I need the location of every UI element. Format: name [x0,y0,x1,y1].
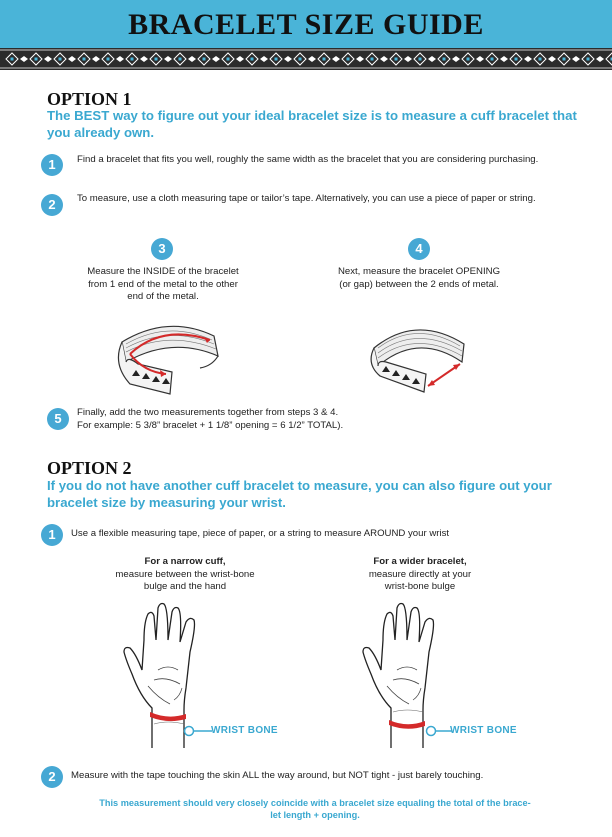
option2-title: OPTION 2 [47,458,132,478]
page-title: BRACELET SIZE GUIDE [128,8,484,41]
step-number-5: 5 [47,408,69,430]
step-number-3: 3 [151,238,173,260]
wide-bracelet-line2: wrist-bone bulge [384,581,456,592]
wrist-bone-label-left: WRIST BONE [211,725,278,736]
option2-step-1-text: Use a flexible measuring tape, piece of paper, or a string to measure AROUND your wrist [71,528,450,539]
step-3-text: Measure the INSIDE of the bracelet from 1 end of the metal to the other end of the metal. [87,266,239,302]
footer-note-line2: let length + opening. [270,810,360,820]
wrist-bone-label-right: WRIST BONE [450,725,517,736]
option1-title: OPTION 1 [47,89,132,109]
option2-subtitle: If you do not have another cuff bracelet to measure, you can also figure out your bracelet size by measuring your wrist. [47,478,552,510]
option2-step-number-1: 1 [41,524,63,546]
narrow-cuff-line2: bulge and the hand [143,581,227,592]
step-1-text: Find a bracelet that fits you well, roughly the same width as the bracelet that you are considering purchasing. [77,154,539,165]
wide-bracelet-heading: For a wider bracelet, [373,556,467,567]
cuff-bracelet-inside-illustration [108,314,228,402]
cuff-bracelet-opening-illustration [371,330,464,392]
narrow-cuff-heading: For a narrow cuff, [144,556,226,567]
step-5-line2: For example: 5 3/8” bracelet + 1 1/8” opening = 6 1/2” TOTAL). [77,420,344,431]
option1-subtitle: The BEST way to figure out your ideal bracelet size is to measure a cuff bracelet that you already own. [47,108,577,140]
option2-step-number-2: 2 [41,766,63,788]
step-number-4: 4 [408,238,430,260]
step-number-2: 2 [41,194,63,216]
step-2-text: To measure, use a cloth measuring tape or tailor’s tape. Alternatively, you can use a piece of paper or string. [77,193,536,204]
wide-bracelet-line1: measure directly at your [368,569,472,580]
tribal-pattern-band [0,48,612,70]
step-number-1: 1 [41,154,63,176]
footer-note-line1: This measurement should very closely coincide with a bracelet size equaling the total of the brace- [99,798,531,808]
step-4-text: Next, measure the bracelet OPENING (or gap) between the 2 ends of metal. [337,266,501,290]
step-5-line1: Finally, add the two measurements together from steps 3 & 4. [77,407,339,418]
wrist-bone-pointer-left [182,724,212,738]
wrist-bone-pointer-right [424,724,452,738]
narrow-cuff-line1: measure between the wrist-bone [115,569,255,580]
option2-step-2-text: Measure with the tape touching the skin ALL the way around, but NOT tight - just barely touching. [71,770,484,781]
